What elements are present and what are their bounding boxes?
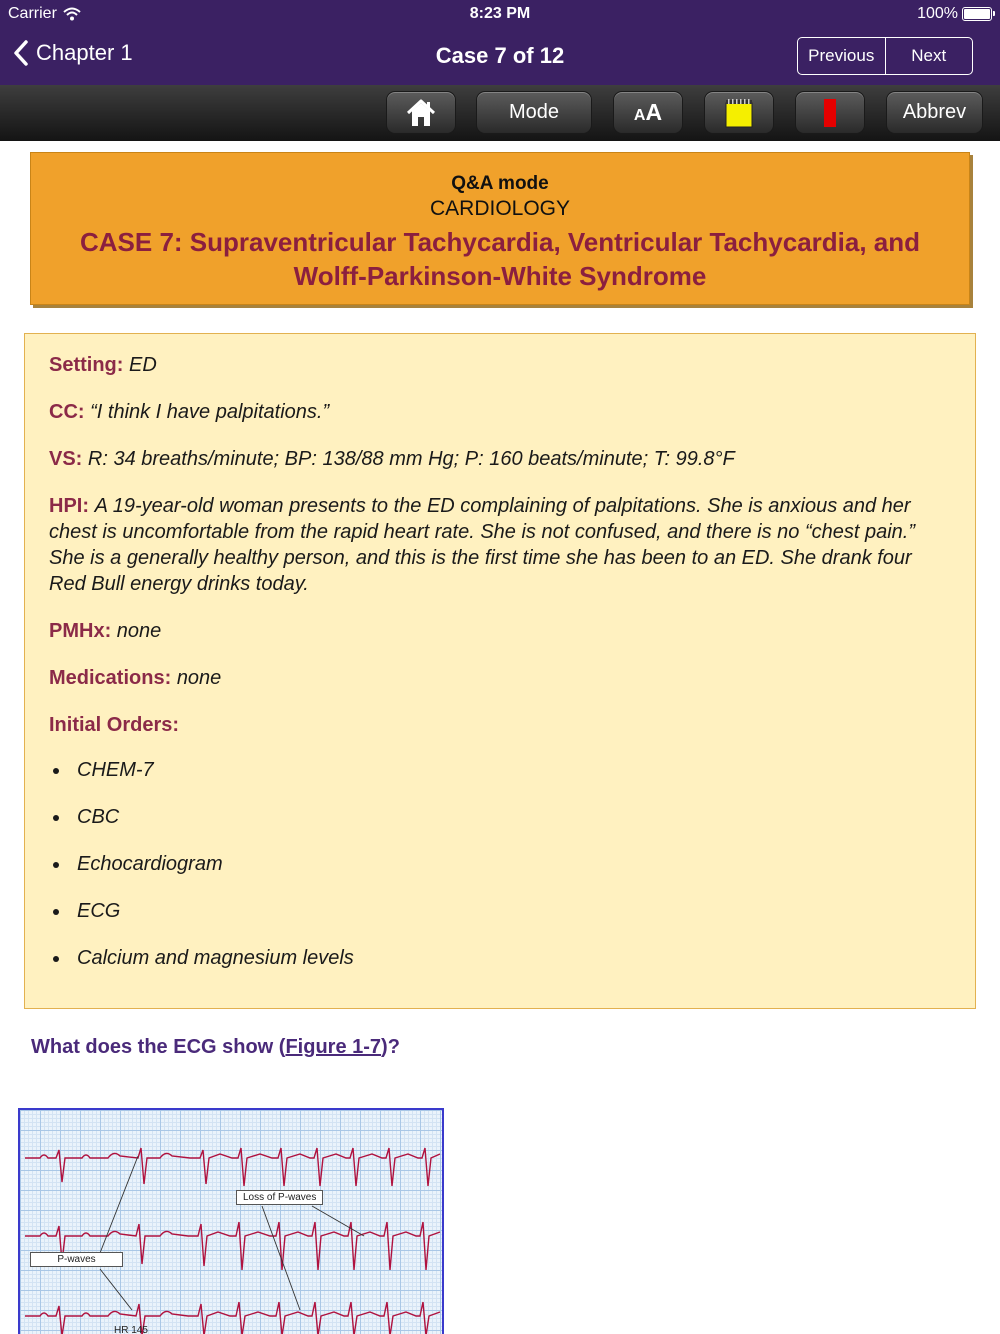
abbrev-label: Abbrev: [902, 101, 967, 123]
ecg-traces: [20, 1110, 444, 1334]
case-title-line1: CASE 7: Supraventricular Tachycardia, Ventricular Tachycardia, and: [79, 227, 921, 257]
font-size-label: AA: [633, 99, 663, 125]
vs-label: VS:: [49, 448, 83, 470]
hpi-row: [49, 493, 951, 597]
setting-row: [49, 352, 951, 378]
hpi-label: HPI:: [49, 495, 89, 517]
loss-of-p-waves-label: Loss of P-waves: [236, 1190, 323, 1205]
bookmark-button[interactable]: [795, 91, 865, 134]
mode-indicator: Q&A mode: [451, 173, 549, 194]
setting-value: ED: [129, 354, 157, 376]
font-size-button[interactable]: [613, 91, 683, 134]
figure-link[interactable]: Figure 1-7: [285, 1036, 382, 1058]
pmhx-label: PMHx:: [49, 620, 112, 642]
mode-label: Mode: [508, 101, 560, 123]
medications-label: Medications:: [49, 667, 172, 689]
cc-row: [49, 399, 951, 425]
case-title-line2: Wolff-Parkinson-White Syndrome: [293, 261, 707, 291]
heart-rate-label: HR 145: [114, 1325, 148, 1334]
list-item: Echocardiogram: [49, 851, 951, 877]
cc-label: CC:: [49, 401, 85, 423]
back-label: Chapter 1: [36, 40, 133, 65]
ecg-figure[interactable]: [18, 1108, 444, 1334]
case-header: [30, 152, 970, 305]
p-waves-label: P-waves: [30, 1252, 123, 1267]
question-text: [31, 1036, 400, 1059]
case-info-box: [24, 333, 976, 1009]
setting-label: Setting:: [49, 354, 124, 376]
orders-row: [49, 712, 951, 738]
pmhx-value: none: [116, 620, 162, 642]
vs-value: R: 34 breaths/minute; BP: 138/88 mm Hg; P: 160 beats/minute; T: 99.8°F: [87, 448, 735, 470]
ecg-trace-row1: [25, 1148, 440, 1186]
hpi-value: A 19-year-old woman presents to the ED complaining of palpitations. She is anxious and her chest is uncomfortable from the rapid heart rate. She is not confused, and there is no “chest pain.” She is a generally healthy person, and this is the first time she has been to an ED. She drank four Red Bull energy drinks today.: [49, 495, 916, 595]
specialty: CARDIOLOGY: [429, 197, 571, 220]
vs-row: [49, 446, 951, 472]
carrier-label: Carrier: [8, 5, 57, 22]
case-pager: [797, 37, 973, 75]
home-icon: [406, 98, 436, 128]
previous-button[interactable]: Previous: [808, 46, 875, 65]
clock: 8:23 PM: [469, 5, 531, 22]
orders-label: Initial Orders:: [49, 714, 180, 736]
list-item: ECG: [49, 898, 951, 924]
battery-percent: 100%: [917, 5, 958, 22]
mode-button[interactable]: [476, 91, 592, 134]
notes-button[interactable]: [704, 91, 774, 134]
cc-value: “I think I have palpitations.”: [90, 401, 330, 423]
list-item: Calcium and magnesium levels: [49, 945, 951, 971]
question-prefix: What does the ECG show (: [31, 1036, 286, 1058]
question-suffix: )?: [381, 1036, 400, 1058]
toolbar: [0, 85, 1000, 141]
next-button[interactable]: Next: [885, 38, 973, 74]
notepad-icon: [725, 98, 753, 128]
status-bar: [0, 0, 1000, 28]
pmhx-row: [49, 618, 951, 644]
medications-value: none: [176, 667, 222, 689]
abbrev-button[interactable]: [886, 91, 983, 134]
battery-indicator: [917, 5, 992, 23]
bookmark-icon: [822, 98, 838, 128]
list-item: CBC: [49, 804, 951, 830]
case-title: [31, 225, 969, 293]
battery-icon: [962, 7, 992, 21]
navigation-bar: [0, 0, 1000, 85]
list-item: CHEM-7: [49, 757, 951, 783]
home-button[interactable]: [386, 91, 456, 134]
medications-row: [49, 665, 951, 691]
page-title: Case 7 of 12: [435, 43, 565, 68]
orders-list: [49, 757, 951, 971]
ecg-trace-row3: [25, 1302, 440, 1334]
